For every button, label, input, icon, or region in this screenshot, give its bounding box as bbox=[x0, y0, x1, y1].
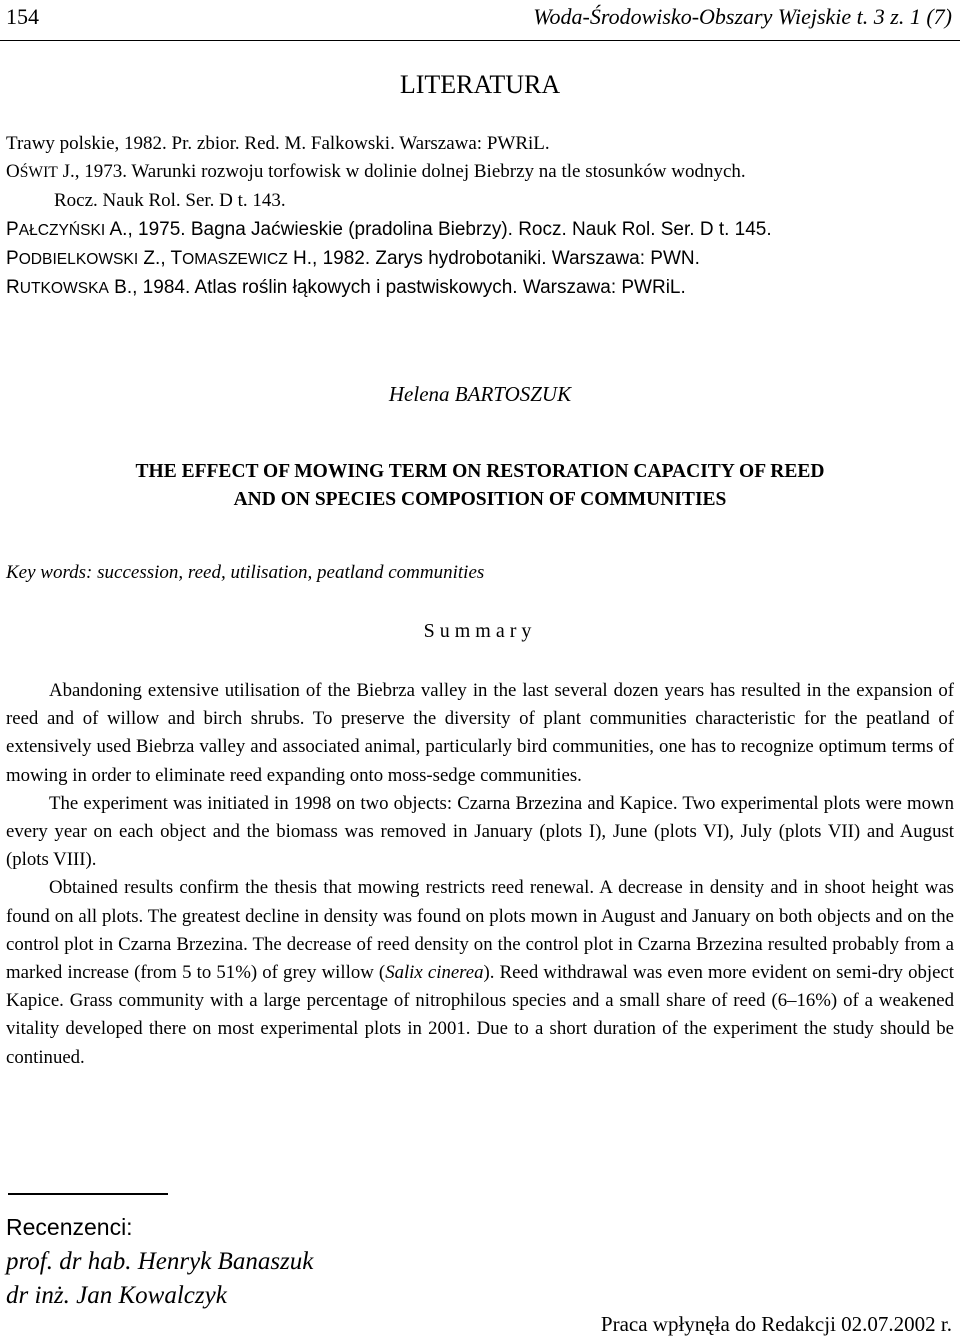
summary-paragraph bbox=[6, 874, 954, 1071]
reference-author-initial: R bbox=[6, 277, 20, 299]
article-title-line-2: AND ON SPECIES COMPOSITION OF COMMUNITIES bbox=[233, 489, 727, 510]
reviewers-label: Recenzenci: bbox=[6, 1214, 133, 1240]
paragraph-text: Abandoning extensive utilisation of the Biebrza valley in the last several dozen years has resulted in the expansion of reed and of willow and birch shrubs. To preserve the diversity of plant communities characteristic for the peatland of extensively used Biebrza valley and associated animal, particularly bird communities, one has to recognize optimum terms of mowing in order to eliminate reed expanding onto moss-sedge communities. bbox=[6, 680, 954, 786]
reference-author-smallcaps: ODBIELKOWSKI bbox=[18, 250, 139, 268]
summary-paragraph bbox=[6, 677, 954, 790]
paragraph-text: The experiment was initiated in 1998 on two objects: Czarna Brzezina and Kapice. Two experimental plots were mown every year on each object and the biomass was removed in January (plots I), June (plots VI), July (plots VII) and August (plots VIII). bbox=[6, 792, 954, 871]
reference-item bbox=[6, 274, 951, 303]
reviewer-name: dr inż. Jan Kowalczyk bbox=[6, 1282, 227, 1309]
species-name: Salix cinerea bbox=[385, 962, 484, 984]
reference-author-smallcaps: UTKOWSKA bbox=[19, 280, 109, 298]
literature-heading: LITERATURA bbox=[399, 70, 561, 99]
reference-item bbox=[6, 216, 951, 245]
paragraph-text: Obtained results confirm the thesis that mowing restricts reed renewal. A decrease in density and in shoot height was found on all plots. The greatest decline in density was found on plots mown in August and January on both objects and on the control plot in Czarna Brzezina. The decrease of reed density on the control plot in Czarna Brzezina resulted probably from a marked increase (from 5 to 51%) of grey willow ( bbox=[6, 877, 954, 984]
summary-body bbox=[6, 677, 954, 1072]
reference-item bbox=[6, 130, 951, 158]
reference-text-2: H., 1982. Zarys hydrobotaniki. Warszawa: PWN. bbox=[287, 247, 700, 269]
summary-heading: Summary bbox=[423, 620, 537, 642]
reference-text: A., 1975. Bagna Jaćwieskie (pradolina Biebrzy). Rocz. Nauk Rol. Ser. D t. 145. bbox=[105, 218, 772, 240]
reference-author2-initial: T bbox=[170, 247, 183, 269]
reference-text: Z., bbox=[138, 247, 171, 269]
article-title bbox=[0, 458, 960, 514]
reference-author2-smallcaps: OMASZEWICZ bbox=[182, 250, 288, 268]
paragraph-text: ). Reed withdrawal was even more evident on semi-dry object Kapice. Grass community with a large percentage of nitrophilous species and a small share of reed (6–16%) of a weakened vitality developed there on most experimental plots in 2001. Due to a short duration of the experiment the study should be continued. bbox=[6, 962, 954, 1068]
reference-continuation: Rocz. Nauk Rol. Ser. D t. 143. bbox=[54, 190, 286, 212]
reference-text: Trawy polskie, 1982. Pr. zbior. Red. M. Falkowski. Warszawa: PWRiL. bbox=[6, 133, 550, 154]
footer-rule bbox=[8, 1193, 168, 1195]
keywords: Key words: succession, reed, utilisation, peatland communities bbox=[6, 562, 485, 583]
reference-author-smallcaps: ŚWIT bbox=[19, 164, 58, 182]
running-header bbox=[0, 0, 960, 41]
reference-item bbox=[6, 158, 951, 215]
reference-author-smallcaps: AŁCZYŃSKI bbox=[18, 221, 106, 239]
reference-author-initial: O bbox=[6, 161, 20, 183]
reference-item bbox=[6, 245, 951, 274]
reference-text: J., 1973. Warunki rozwoju torfowisk w dolinie dolnej Biebrzy na tle stosunków wodnych. bbox=[57, 161, 746, 183]
reference-author-initial: P bbox=[6, 218, 19, 240]
article-title-line-1: THE EFFECT OF MOWING TERM ON RESTORATION CAPACITY OF REED bbox=[135, 461, 825, 482]
reference-text: B., 1984. Atlas roślin łąkowych i pastwiskowych. Warszawa: PWRiL. bbox=[108, 277, 686, 299]
reviewer-name: prof. dr hab. Henryk Banaszuk bbox=[6, 1248, 314, 1275]
journal-title: Woda-Środowisko-Obszary Wiejskie t. 3 z. 1 (7) bbox=[533, 4, 952, 29]
summary-paragraph bbox=[6, 790, 954, 875]
reference-list bbox=[6, 130, 951, 303]
page-number: 154 bbox=[6, 4, 39, 29]
article-author: Helena BARTOSZUK bbox=[388, 382, 572, 406]
received-date: Praca wpłynęła do Redakcji 02.07.2002 r. bbox=[600, 1312, 952, 1336]
reference-author-initial: P bbox=[6, 247, 19, 269]
